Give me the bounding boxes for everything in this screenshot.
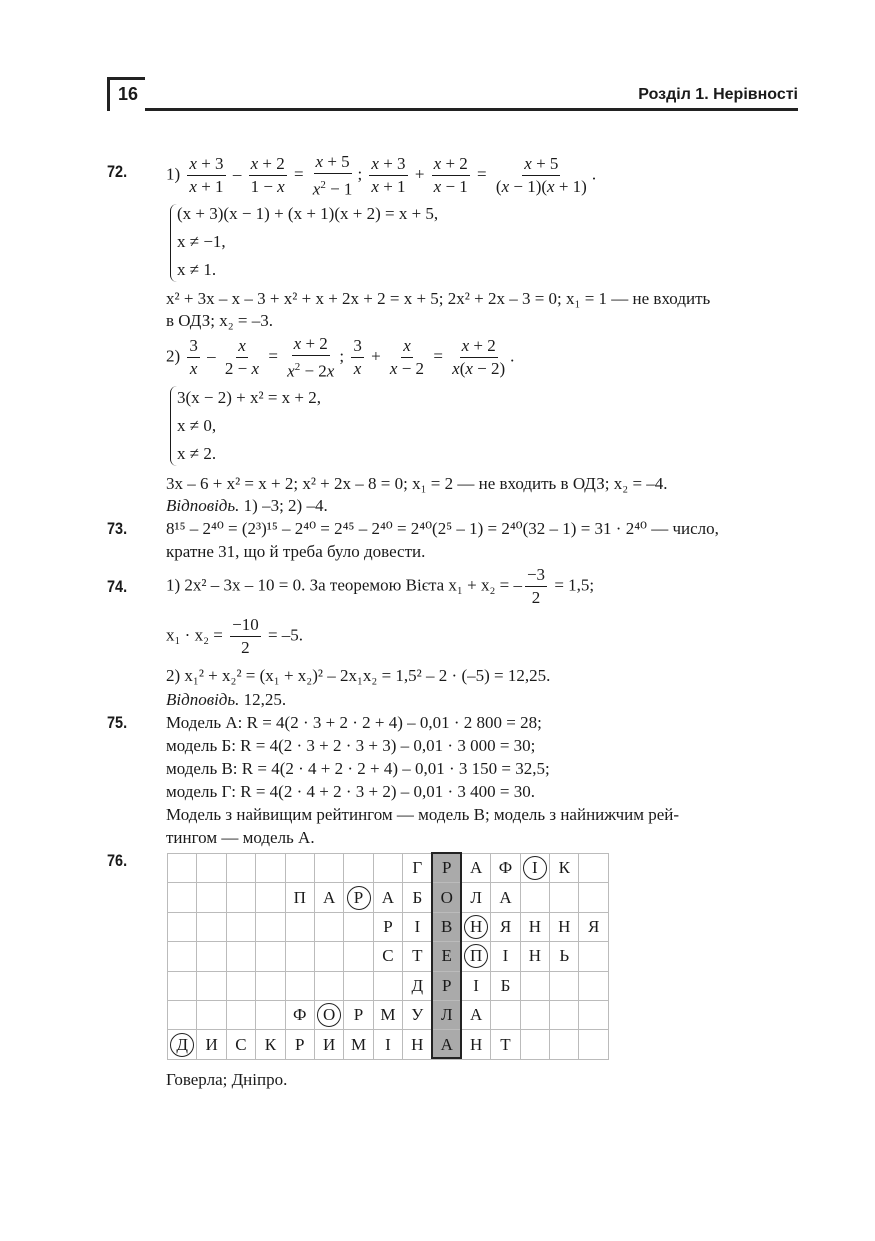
crossword-grid — [167, 853, 609, 1060]
crossword-cell: И — [315, 1030, 344, 1059]
p74-answer: Відповідь. 12,25. — [166, 690, 287, 709]
crossword-cell: О — [433, 883, 462, 912]
part-label: 2) — [166, 346, 181, 366]
crossword-cell: А — [374, 883, 403, 912]
crossword-cell — [168, 883, 197, 912]
crossword-cell — [197, 854, 226, 883]
crossword-cell: К — [550, 854, 579, 883]
crossword-cell: И — [197, 1030, 226, 1059]
crossword-cell — [256, 972, 285, 1001]
crossword-cell: А — [462, 854, 491, 883]
crossword-cell: Р — [344, 1001, 373, 1030]
crossword-cell — [344, 942, 373, 971]
crossword-cell: Р — [286, 1030, 315, 1059]
crossword-cell: Н — [462, 1030, 491, 1059]
crossword-cell: Л — [433, 1001, 462, 1030]
p73-line-2: кратне 31, що й треба було довести. — [166, 542, 426, 561]
crossword-cell: Я — [579, 913, 608, 942]
crossword-cell: В — [433, 913, 462, 942]
crossword-cell — [550, 1001, 579, 1030]
p72-line-1b: в ОДЗ; x₂ = –3. — [166, 311, 273, 330]
crossword-cell: Ф — [286, 1001, 315, 1030]
part-label: 1) — [166, 164, 181, 184]
crossword-cell: І — [462, 972, 491, 1001]
crossword-cell — [550, 1030, 579, 1059]
crossword-cell: Т — [491, 1030, 520, 1059]
crossword-cell — [227, 942, 256, 971]
crossword-cell — [197, 913, 226, 942]
crossword-cell: Н — [550, 913, 579, 942]
p76-result: Говерла; Дніпро. — [166, 1070, 288, 1089]
p74-line-3: 2) x₁² + x₂² = (x₁ + x₂)² – 2x₁x₂ = 1,5² – 2 · (–5) = 12,25. — [166, 666, 551, 685]
p72-equation-1: 1) $\frac{x + 3}{x + 1}$ – $\frac{x + 2}{1 - x}$ = $\frac{x + 5}{x^2 - 1}$ ; $\frac{x + 3}{x + 1}$ + $\frac{x + 2}{x - 1}$ = $\frac{x + 5}{(x - 1)(x + 1)}$ . — [166, 152, 597, 199]
crossword-cell: Н — [403, 1030, 432, 1059]
crossword-cell — [521, 972, 550, 1001]
crossword-cell: О — [315, 1001, 344, 1030]
crossword-cell — [491, 1001, 520, 1030]
crossword-cell — [286, 972, 315, 1001]
crossword-cell — [286, 913, 315, 942]
crossword-cell — [579, 1001, 608, 1030]
p72-system-1: (x + 3)(x − 1) + (x + 1)(x + 2) = x + 5, x ≠ −1, x ≠ 1. — [177, 204, 439, 279]
crossword-cell: Р — [344, 883, 373, 912]
crossword-cell — [227, 972, 256, 1001]
crossword-cell — [374, 854, 403, 883]
problem-number-75: 75. — [107, 713, 128, 732]
crossword-cell — [521, 883, 550, 912]
crossword-cell: Б — [491, 972, 520, 1001]
crossword-cell: І — [521, 854, 550, 883]
p74-line-2: x₁ · x₂ = $\frac{-10}{2}$ = –5. — [166, 615, 304, 657]
crossword-cell: С — [374, 942, 403, 971]
crossword-cell: Б — [403, 883, 432, 912]
crossword-cell — [227, 1001, 256, 1030]
crossword-cell: І — [491, 942, 520, 971]
crossword-cell — [315, 942, 344, 971]
crossword-cell: Н — [462, 913, 491, 942]
crossword-cell: Г — [403, 854, 432, 883]
crossword-cell: А — [433, 1030, 462, 1059]
crossword-cell — [521, 1001, 550, 1030]
crossword-cell — [344, 913, 373, 942]
crossword-cell: Л — [462, 883, 491, 912]
crossword-cell: М — [344, 1030, 373, 1059]
crossword-cell: С — [227, 1030, 256, 1059]
p75-line-4: модель Г: R = 4(2 · 4 + 2 · 3 + 2) – 0,01 · 3 400 = 30. — [166, 782, 535, 801]
crossword-cell — [197, 942, 226, 971]
crossword-cell: А — [462, 1001, 491, 1030]
p75-line-5: Модель з найвищим рейтингом — модель В; модель з найнижчим рей- — [166, 805, 680, 824]
p75-line-1: Модель А: R = 4(2 · 3 + 2 · 2 + 4) – 0,01 · 2 800 = 28; — [166, 713, 542, 732]
crossword-cell: Р — [433, 972, 462, 1001]
crossword-cell — [579, 883, 608, 912]
crossword-cell — [579, 854, 608, 883]
crossword-cell — [550, 883, 579, 912]
crossword-cell — [286, 854, 315, 883]
p72-equation-2: 2) $\frac{3}{x}$ – $\frac{x}{2 - x}$ = $\frac{x + 2}{x^2 - 2x}$ ; $\frac{3}{x}$ + $\frac{x}{x - 2}$ = $\frac{x + 2}{x(x - 2)}$ . — [166, 334, 515, 381]
crossword-cell — [315, 913, 344, 942]
crossword-cell — [256, 913, 285, 942]
crossword-cell: Е — [433, 942, 462, 971]
crossword-cell: А — [491, 883, 520, 912]
crossword-cell — [227, 883, 256, 912]
p74-line-1: 1) 2x² – 3x – 10 = 0. За теоремою Вієта x₁ + x₂ = – $\frac{-3}{2}$ = 1,5; — [166, 565, 595, 607]
crossword-cell — [579, 1030, 608, 1059]
crossword-cell — [168, 1001, 197, 1030]
crossword-cell: К — [256, 1030, 285, 1059]
crossword-cell — [344, 972, 373, 1001]
section-title: Розділ 1. Нерівності — [638, 86, 798, 103]
crossword-cell: Н — [521, 913, 550, 942]
crossword-cell — [256, 1001, 285, 1030]
crossword-cell — [197, 883, 226, 912]
crossword-cell — [227, 913, 256, 942]
crossword-cell — [315, 972, 344, 1001]
p75-line-3: модель В: R = 4(2 · 4 + 2 · 2 + 4) – 0,01 · 3 150 = 32,5; — [166, 759, 550, 778]
problem-number-76: 76. — [107, 851, 128, 870]
crossword-cell — [256, 883, 285, 912]
crossword-cell — [197, 1001, 226, 1030]
crossword-cell: П — [462, 942, 491, 971]
p73-line-1: 8¹⁵ – 2⁴⁰ = (2³)¹⁵ – 2⁴⁰ = 2⁴⁵ – 2⁴⁰ = 2⁴⁰(2⁵ – 1) = 2⁴⁰(32 – 1) = 31 · 2⁴⁰ — число, — [166, 519, 719, 538]
header-rule — [145, 108, 798, 111]
crossword-cell — [227, 854, 256, 883]
crossword-cell: Р — [433, 854, 462, 883]
crossword-cell — [579, 972, 608, 1001]
crossword-cell — [168, 972, 197, 1001]
problem-number-72: 72. — [107, 162, 128, 181]
crossword-cell: І — [374, 1030, 403, 1059]
crossword-cell — [256, 942, 285, 971]
crossword-cell: У — [403, 1001, 432, 1030]
crossword-cell: Н — [521, 942, 550, 971]
p72-system-2: 3(x − 2) + x² = x + 2, x ≠ 0, x ≠ 2. — [177, 388, 322, 463]
crossword-cell: Д — [403, 972, 432, 1001]
p75-line-6: тингом — модель А. — [166, 828, 315, 847]
crossword-cell — [256, 854, 285, 883]
crossword-cell: Р — [374, 913, 403, 942]
crossword-cell: П — [286, 883, 315, 912]
crossword-cell: М — [374, 1001, 403, 1030]
problem-number-74: 74. — [107, 577, 128, 596]
crossword-cell — [374, 972, 403, 1001]
crossword-cell: Т — [403, 942, 432, 971]
p72-line-2a: 3x – 6 + x² = x + 2; x² + 2x – 8 = 0; x₁ = 2 — не входить в ОДЗ; x₂ = –4. — [166, 474, 668, 493]
p72-line-1a: x² + 3x – x – 3 + x² + x + 2x + 2 = x + 5; 2x² + 2x – 3 = 0; x₁ = 1 — не входить — [166, 289, 711, 308]
crossword-cell — [197, 972, 226, 1001]
crossword-cell — [168, 942, 197, 971]
crossword-cell: Ф — [491, 854, 520, 883]
crossword-cell: Д — [168, 1030, 197, 1059]
crossword-cell: А — [315, 883, 344, 912]
crossword-cell — [315, 854, 344, 883]
crossword-cell — [286, 942, 315, 971]
crossword-cell: Ь — [550, 942, 579, 971]
crossword-cell: Я — [491, 913, 520, 942]
p72-answer: Відповідь. 1) –3; 2) –4. — [166, 496, 328, 515]
problem-number-73: 73. — [107, 519, 128, 538]
crossword-cell — [521, 1030, 550, 1059]
crossword-cell — [344, 854, 373, 883]
crossword-cell — [168, 854, 197, 883]
p75-line-2: модель Б: R = 4(2 · 3 + 2 · 3 + 3) – 0,01 · 3 000 = 30; — [166, 736, 536, 755]
crossword-cell — [168, 913, 197, 942]
crossword-cell — [579, 942, 608, 971]
page-number: 16 — [118, 84, 139, 104]
crossword-cell: І — [403, 913, 432, 942]
crossword-cell — [550, 972, 579, 1001]
